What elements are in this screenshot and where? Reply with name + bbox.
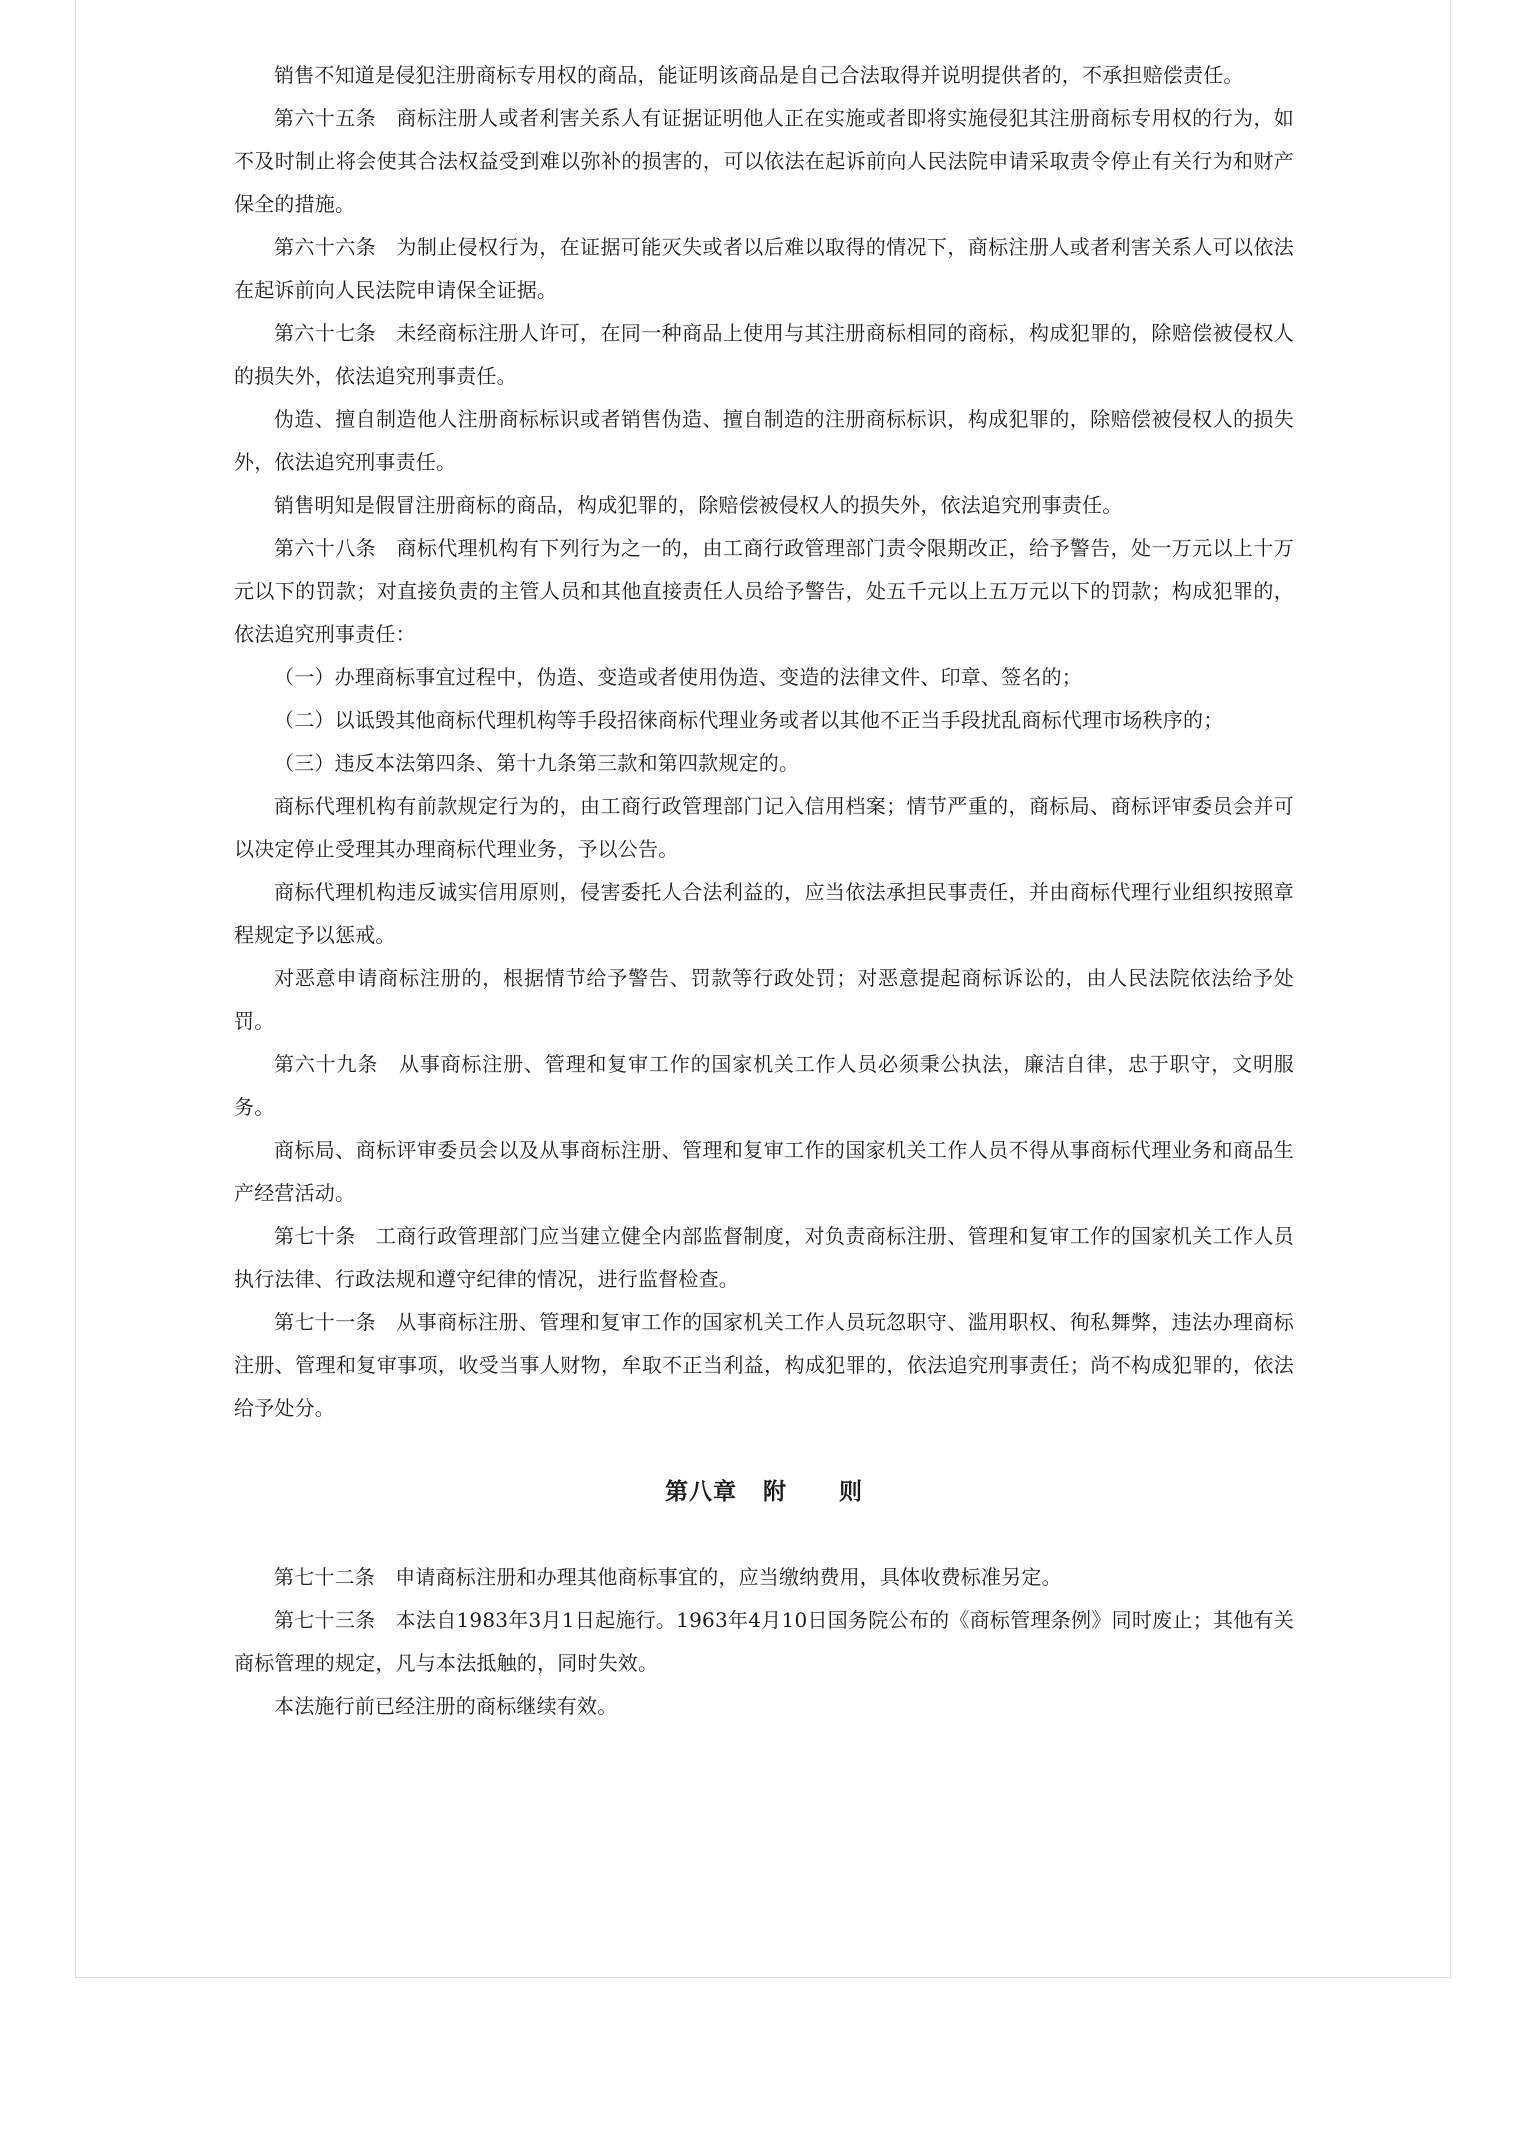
paragraph: 对恶意申请商标注册的，根据情节给予警告、罚款等行政处罚；对恶意提起商标诉讼的，由人民法院依法给予处罚。 <box>234 966 1294 1033</box>
article-67: 第六十七条 未经商标注册人许可，在同一种商品上使用与其注册商标相同的商标，构成犯罪的，除赔偿被侵权人的损失外，依法追究刑事责任。 <box>234 321 1294 388</box>
chapter-title-part1: 附 <box>763 1478 787 1505</box>
chapter-number: 第八章 <box>665 1478 737 1505</box>
article-71: 第七十一条 从事商标注册、管理和复审工作的国家机关工作人员玩忽职守、滥用职权、徇私舞弊，违法办理商标注册、管理和复审事项，收受当事人财物，牟取不正当利益，构成犯罪的，依法追究刑事责任；尚不构成犯罪的，依法给予处分。 <box>234 1310 1294 1420</box>
list-item: （一）办理商标事宜过程中，伪造、变造或者使用伪造、变造的法律文件、印章、签名的； <box>274 665 1082 689</box>
paragraph: 本法施行前已经注册的商标继续有效。 <box>274 1694 618 1718</box>
article-70: 第七十条 工商行政管理部门应当建立健全内部监督制度，对负责商标注册、管理和复审工作的国家机关工作人员执行法律、行政法规和遵守纪律的情况，进行监督检查。 <box>234 1224 1294 1291</box>
paragraph: 商标代理机构有前款规定行为的，由工商行政管理部门记入信用档案；情节严重的，商标局、商标评审委员会并可以决定停止受理其办理商标代理业务，予以公告。 <box>234 794 1294 861</box>
chapter-heading <box>234 1430 1294 1556</box>
list-item: （二）以诋毁其他商标代理机构等手段招徕商标代理业务或者以其他不正当手段扰乱商标代理市场秩序的； <box>274 708 1224 732</box>
article-69: 第六十九条 从事商标注册、管理和复审工作的国家机关工作人员必须秉公执法，廉洁自律，忠于职守，文明服务。 <box>234 1052 1294 1119</box>
paragraph: 销售明知是假冒注册商标的商品，构成犯罪的，除赔偿被侵权人的损失外，依法追究刑事责任。 <box>274 493 1123 517</box>
article-73: 第七十三条 本法自1983年3月1日起施行。1963年4月10日国务院公布的《商标管理条例》同时废止；其他有关商标管理的规定，凡与本法抵触的，同时失效。 <box>234 1608 1294 1675</box>
chapter-title-part2: 则 <box>839 1478 863 1505</box>
article-72: 第七十二条 申请商标注册和办理其他商标事宜的，应当缴纳费用，具体收费标准另定。 <box>274 1565 1062 1589</box>
article-66: 第六十六条 为制止侵权行为，在证据可能灭失或者以后难以取得的情况下，商标注册人或者利害关系人可以依法在起诉前向人民法院申请保全证据。 <box>234 235 1294 302</box>
paragraph: 销售不知道是侵犯注册商标专用权的商品，能证明该商品是自己合法取得并说明提供者的，不承担赔偿责任。 <box>274 63 1244 87</box>
document-body <box>234 54 1294 1728</box>
paragraph: 商标局、商标评审委员会以及从事商标注册、管理和复审工作的国家机关工作人员不得从事商标代理业务和商品生产经营活动。 <box>234 1138 1294 1205</box>
article-65: 第六十五条 商标注册人或者利害关系人有证据证明他人正在实施或者即将实施侵犯其注册商标专用权的行为，如不及时制止将会使其合法权益受到难以弥补的损害的，可以依法在起诉前向人民法院申请采取责令停止有关行为和财产保全的措施。 <box>234 106 1294 216</box>
paragraph: 伪造、擅自制造他人注册商标标识或者销售伪造、擅自制造的注册商标标识，构成犯罪的，除赔偿被侵权人的损失外，依法追究刑事责任。 <box>234 407 1294 474</box>
paragraph: 商标代理机构违反诚实信用原则，侵害委托人合法利益的，应当依法承担民事责任，并由商标代理行业组织按照章程规定予以惩戒。 <box>234 880 1294 947</box>
list-item: （三）违反本法第四条、第十九条第三款和第四款规定的。 <box>274 751 800 775</box>
article-68: 第六十八条 商标代理机构有下列行为之一的，由工商行政管理部门责令限期改正，给予警告，处一万元以上十万元以下的罚款；对直接负责的主管人员和其他直接责任人员给予警告，处五千元以上五万元以下的罚款；构成犯罪的，依法追究刑事责任： <box>234 536 1294 646</box>
